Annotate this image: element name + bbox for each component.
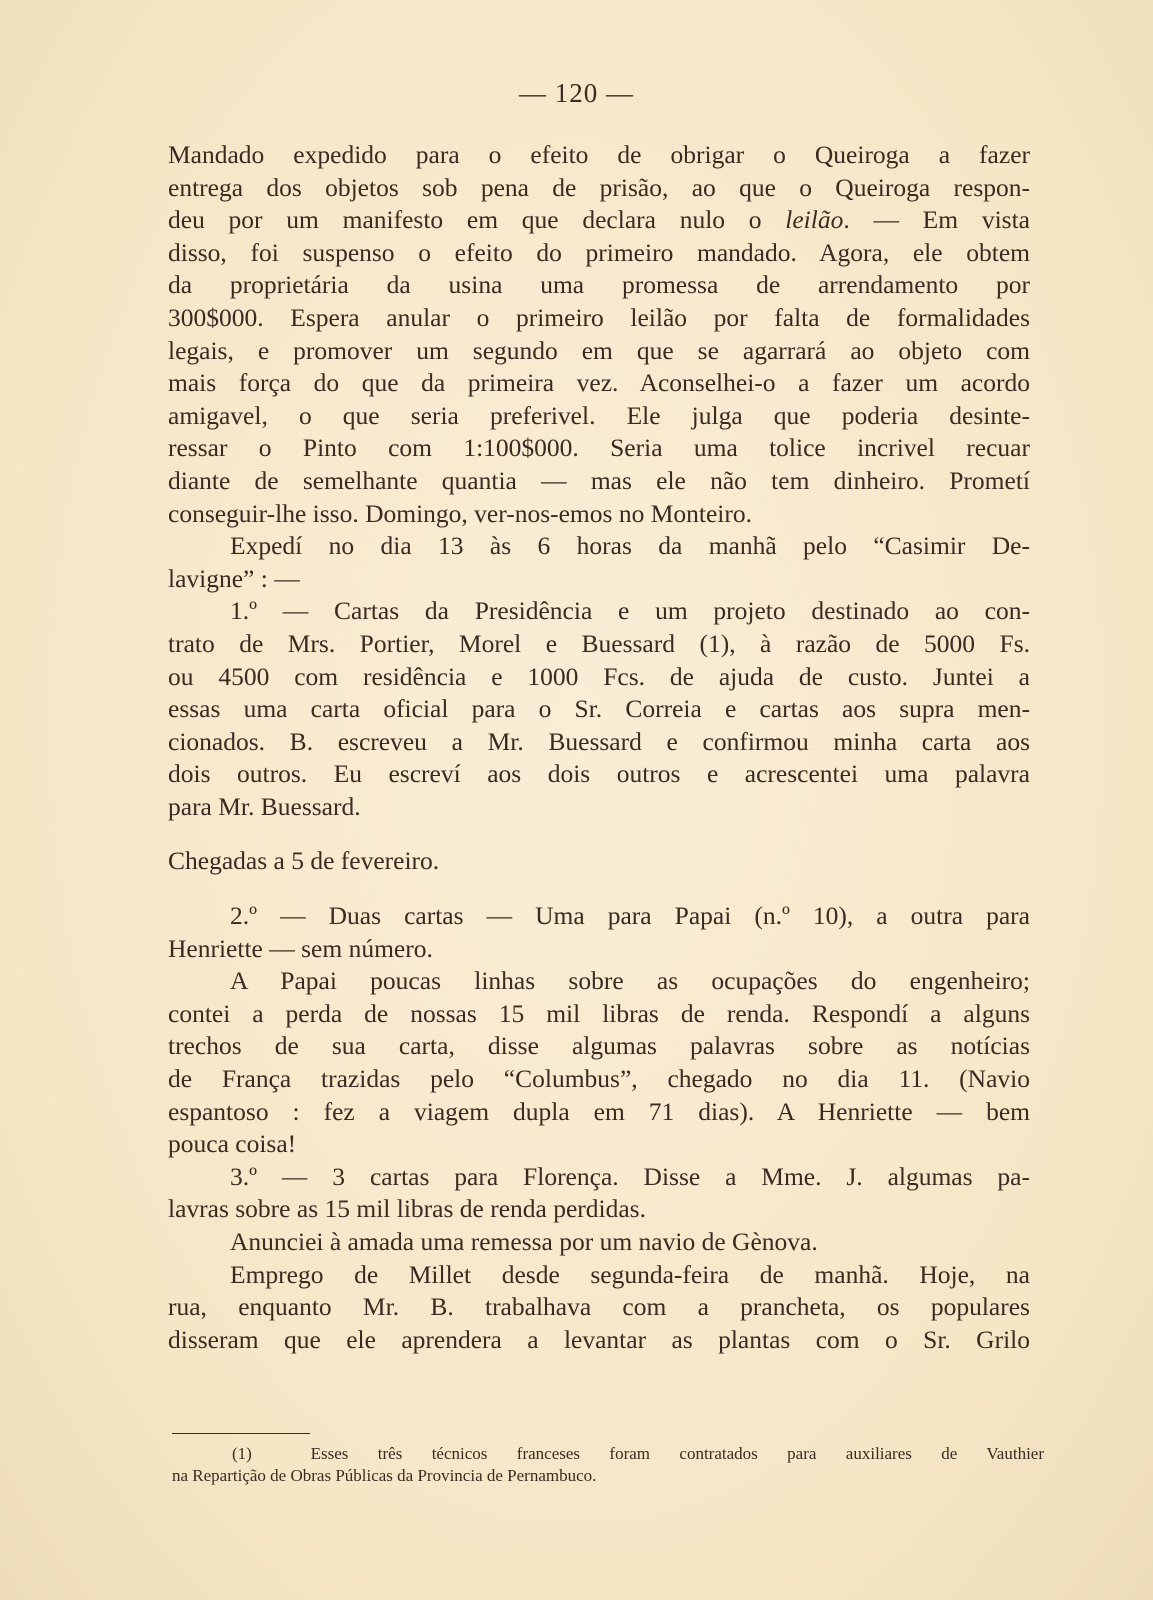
text-line: diante de semelhante quantia — mas ele não tem dinheiro. Prometí (168, 465, 1030, 495)
page-number: — 120 — (519, 78, 634, 108)
text-line: trechos de sua carta, disse algumas palavras sobre as notícias (168, 1031, 1030, 1061)
text-span: . — Em vista (843, 205, 1030, 235)
text-line: cionados. B. escreveu a Mr. Buessard e confirmou minha carta aos (168, 726, 1030, 756)
text-line: 1.º — Cartas da Presidência e um projeto destinado ao con- (230, 596, 1030, 626)
body-text (168, 139, 1030, 1356)
text-line: conseguir-lhe isso. Domingo, ver-nos-emos no Monteiro. (168, 498, 752, 528)
text-line: mais força do que da primeira vez. Aconselhei-o a fazer um acordo (168, 368, 1030, 398)
text-line: ressar o Pinto com 1:100$000. Seria uma tolice incrivel recuar (168, 433, 1030, 463)
text-line: Henriette — sem número. (168, 933, 433, 963)
footnote-divider (172, 1433, 310, 1434)
text-line: 2.º — Duas cartas — Uma para Papai (n.º 10), a outra para (230, 901, 1030, 931)
text-line: essas uma carta oficial para o Sr. Correia e cartas aos supra men- (168, 694, 1030, 724)
text-line: 3.º — 3 cartas para Florença. Disse a Mme. J. algumas pa- (230, 1161, 1030, 1191)
text-line: pouca coisa! (168, 1129, 297, 1159)
text-line: trato de Mrs. Portier, Morel e Buessard (1), à razão de 5000 Fs. (168, 628, 1030, 658)
text-line: Mandado expedido para o efeito de obrigar o Queiroga a fazer (168, 140, 1030, 169)
text-line: contei a perda de nossas 15 mil libras de renda. Respondí a alguns (168, 998, 1030, 1028)
text-line: Expedí no dia 13 às 6 horas da manhã pelo “Casimir De- (230, 531, 1030, 561)
text-line: 300$000. Espera anular o primeiro leilão por falta de formalidades (168, 302, 1030, 332)
text-line: para Mr. Buessard. (168, 791, 361, 821)
text-line: espantoso : fez a viagem dupla em 71 dias). A Henriette — bem (168, 1096, 1030, 1126)
text-line: entrega dos objetos sob pena de prisão, ao que o Queiroga respon- (168, 172, 1030, 202)
footnote (172, 1443, 1044, 1487)
footnote-line (172, 1443, 1044, 1465)
text-line: rua, enquanto Mr. B. trabalhava com a prancheta, os populares (168, 1292, 1030, 1322)
text-line: ou 4500 com residência e 1000 Fcs. de ajuda de custo. Juntei a (168, 661, 1030, 691)
text-line: de França trazidas pelo “Columbus”, chegado no dia 11. (Navio (168, 1064, 1030, 1094)
spacer (168, 878, 1030, 900)
footnote-marker: (1) (232, 1444, 252, 1463)
text-line: disseram que ele aprendera a levantar as plantas com o Sr. Grilo (168, 1324, 1030, 1354)
text-line: lavras sobre as 15 mil libras de renda perdidas. (168, 1194, 646, 1224)
text-line (168, 204, 1030, 237)
text-line: da proprietária da usina uma promessa de arrendamento por (168, 270, 1030, 300)
text-span: deu por um manifesto em que declara nulo o (168, 205, 786, 235)
footnote-text: Esses três técnicos franceses foram contratados para auxiliares de Vauthier (310, 1444, 1044, 1463)
text-line: lavigne” : — (168, 563, 300, 593)
italic-word: leilão (785, 205, 844, 235)
text-line: A Papai poucas linhas sobre as ocupações do engenheiro; (230, 966, 1030, 996)
spacer (168, 823, 1030, 845)
text-line: legais, e promover um segundo em que se agarrará ao objeto com (168, 335, 1030, 365)
text-line: amigavel, o que seria preferivel. Ele julga que poderia desinte- (168, 400, 1030, 430)
footnote-line: na Repartição de Obras Públicas da Provincia de Pernambuco. (172, 1466, 597, 1485)
text-line: disso, foi suspenso o efeito do primeiro mandado. Agora, ele obtem (168, 237, 1030, 267)
text-line: dois outros. Eu escreví aos dois outros e acrescentei uma palavra (168, 759, 1030, 789)
text-line: Chegadas a 5 de fevereiro. (168, 846, 440, 876)
text-line: Anunciei à amada uma remessa por um navio de Gènova. (230, 1227, 818, 1256)
text-line: Emprego de Millet desde segunda-feira de manhã. Hoje, na (230, 1259, 1030, 1289)
